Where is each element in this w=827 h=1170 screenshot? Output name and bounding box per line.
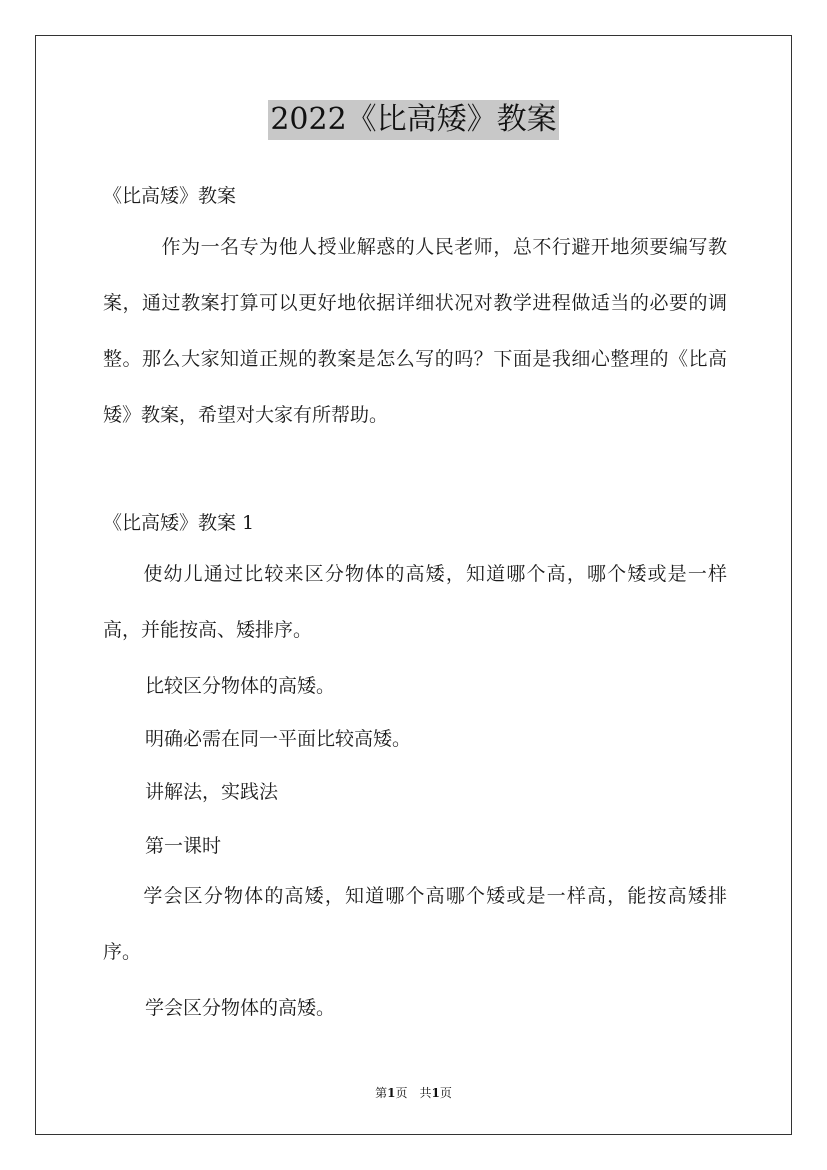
footer-page-number: 1 (387, 1086, 396, 1100)
footer-mid: 页 共 (395, 1086, 432, 1100)
footer-suffix: 页 (439, 1086, 452, 1100)
difficulty-text: 明确必需在同一平面比较高矮。 (145, 728, 412, 750)
lesson-label: 第一课时 (145, 835, 222, 857)
key-point-text: 比较区分物体的高矮。 (145, 675, 336, 697)
lesson-key-text: 学会区分物体的高矮。 (145, 997, 336, 1019)
page-footer (0, 1084, 827, 1101)
method-text: 讲解法，实践法 (145, 781, 279, 803)
title-container (0, 100, 827, 140)
goal-paragraph: 使幼儿通过比较来区分物体的高矮，知道哪个高，哪个矮或是一样高，并能按高、矮排序。 (103, 563, 727, 641)
footer-total-pages: 1 (431, 1086, 440, 1100)
section-heading: 《比高矮》教案 1 (103, 512, 255, 534)
lesson-goal-paragraph: 学会区分物体的高矮，知道哪个高哪个矮或是一样高，能按高矮排序。 (103, 885, 727, 963)
footer-prefix: 第 (375, 1086, 388, 1100)
intro-paragraph: 作为一名专为他人授业解惑的人民老师，总不行避开地须要编写教案，通过教案打算可以更好地依据详细状况对教学进程做适当的必要的调整。那么大家知道正规的教案是怎么写的吗？下面是我细心整理的《比高矮》教案，希望对大家有所帮助。 (103, 236, 727, 426)
document-title: 2022《比高矮》教案 (268, 100, 558, 140)
document-subtitle: 《比高矮》教案 (103, 185, 237, 207)
